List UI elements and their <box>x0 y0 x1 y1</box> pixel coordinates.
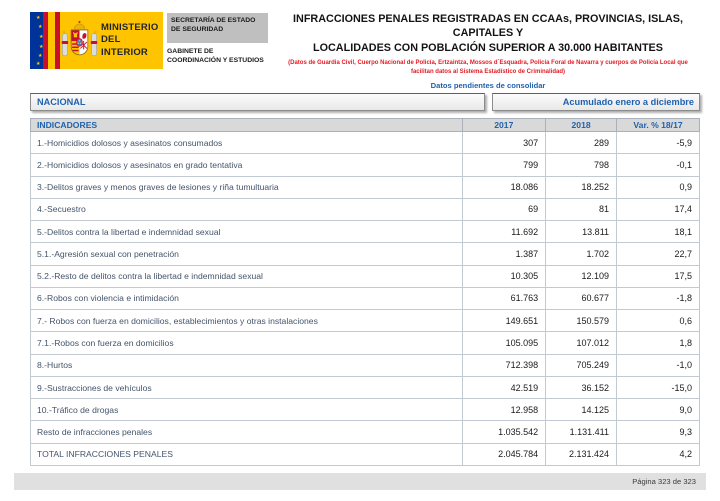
table-row <box>31 443 700 465</box>
table-row <box>31 399 700 421</box>
cell-indicator: 2.-Homicidios dolosos y asesinatos en grado tentativa <box>31 154 463 176</box>
cell-2018: 107.012 <box>546 332 617 354</box>
cell-2017: 69 <box>462 198 546 220</box>
indicators-table <box>30 118 700 466</box>
cell-indicator: 8.-Hurtos <box>31 354 463 376</box>
cell-variation: 9,3 <box>617 421 700 443</box>
table-row <box>31 354 700 376</box>
column-header-indicadores: INDICADORES <box>31 119 463 132</box>
cell-2017: 307 <box>462 132 546 154</box>
cell-variation: 0,6 <box>617 310 700 332</box>
cell-2018: 1.131.411 <box>546 421 617 443</box>
cell-2018: 289 <box>546 132 617 154</box>
cell-2017: 12.958 <box>462 399 546 421</box>
cell-indicator: Resto de infracciones penales <box>31 421 463 443</box>
page-footer <box>14 473 706 490</box>
cabinet-label: GABINETE DE COORDINACIÓN Y ESTUDIOS <box>167 48 264 65</box>
column-header-2017: 2017 <box>462 119 546 132</box>
cell-2018: 1.702 <box>546 243 617 265</box>
cell-2017: 61.763 <box>462 287 546 309</box>
cell-variation: 0,9 <box>617 176 700 198</box>
cell-variation: -1,8 <box>617 287 700 309</box>
cell-2017: 1.387 <box>462 243 546 265</box>
cell-2018: 13.811 <box>546 221 617 243</box>
cell-indicator: 9.-Sustracciones de vehículos <box>31 376 463 398</box>
page-title: INFRACCIONES PENALES REGISTRADAS EN CCAAs, PROVINCIAS, ISLAS, CAPITALES Y LOCALIDADES CON POBLACIÓN SUPERIOR A 30.000 HABITANTES <box>293 13 683 54</box>
table-header-row <box>31 119 700 132</box>
cell-variation: 1,8 <box>617 332 700 354</box>
cell-indicator: 7.- Robos con fuerza en domicilios, establecimientos y otras instalaciones <box>31 310 463 332</box>
cell-variation: 22,7 <box>617 243 700 265</box>
cell-variation: -1,0 <box>617 354 700 376</box>
table-row <box>31 265 700 287</box>
cell-2017: 799 <box>462 154 546 176</box>
cell-variation: 4,2 <box>617 443 700 465</box>
cell-2017: 2.045.784 <box>462 443 546 465</box>
cell-2017: 1.035.542 <box>462 421 546 443</box>
cell-indicator: 4.-Secuestro <box>31 198 463 220</box>
cell-2018: 798 <box>546 154 617 176</box>
cell-indicator: 1.-Homicidios dolosos y asesinatos consumados <box>31 132 463 154</box>
table-body <box>31 132 700 466</box>
table-row <box>31 198 700 220</box>
ministry-name: MINISTERIO DEL INTERIOR <box>101 21 159 58</box>
table-row <box>31 221 700 243</box>
period-bar[interactable]: Acumulado enero a diciembre <box>492 93 700 111</box>
cell-variation: 18,1 <box>617 221 700 243</box>
cell-indicator: 7.1.-Robos con fuerza en domicilios <box>31 332 463 354</box>
eu-flag-band: ★ ★ ★ ★ ★ ★ <box>30 12 43 69</box>
table-row <box>31 132 700 154</box>
ministry-logo <box>30 12 163 69</box>
cell-2017: 18.086 <box>462 176 546 198</box>
cell-variation: 17,5 <box>617 265 700 287</box>
cell-2017: 149.651 <box>462 310 546 332</box>
table-row <box>31 243 700 265</box>
logo-yellow-field <box>60 12 163 69</box>
spain-coat-of-arms-icon <box>61 16 98 66</box>
secretariat-label: SECRETARÍA DE ESTADO DE SEGURIDAD <box>167 13 268 43</box>
table-row <box>31 332 700 354</box>
cell-indicator: 6.-Robos con violencia e intimidación <box>31 287 463 309</box>
cell-2018: 18.252 <box>546 176 617 198</box>
cell-variation: 9,0 <box>617 399 700 421</box>
table-row <box>31 154 700 176</box>
table-row <box>31 376 700 398</box>
cell-2018: 150.579 <box>546 310 617 332</box>
column-header-variation: Var. % 18/17 <box>617 119 700 132</box>
cell-2018: 705.249 <box>546 354 617 376</box>
cell-2017: 10.305 <box>462 265 546 287</box>
title-block <box>270 12 706 90</box>
cell-variation: -5,9 <box>617 132 700 154</box>
cell-indicator: 5.2.-Resto de delitos contra la libertad e indemnidad sexual <box>31 265 463 287</box>
column-header-2018: 2018 <box>546 119 617 132</box>
cell-2018: 60.677 <box>546 287 617 309</box>
table-row <box>31 287 700 309</box>
cell-indicator: 5.1.-Agresión sexual con penetración <box>31 243 463 265</box>
table-row <box>31 310 700 332</box>
scope-bar-nacional[interactable]: NACIONAL <box>30 93 485 111</box>
table-row <box>31 421 700 443</box>
cell-2018: 36.152 <box>546 376 617 398</box>
cell-2018: 14.125 <box>546 399 617 421</box>
cell-indicator: 10.-Tráfico de drogas <box>31 399 463 421</box>
cell-2017: 42.519 <box>462 376 546 398</box>
cell-variation: -0,1 <box>617 154 700 176</box>
cell-variation: 17,4 <box>617 198 700 220</box>
cell-2017: 11.692 <box>462 221 546 243</box>
source-note: (Datos de Guardia Civil, Cuerpo Nacional de Policía, Ertzaintza, Mossos d´Esquadra, Policía Foral de Navarra y cuerpos de Policía Local que facilitan datos al Sistema Estadístico de Criminalidad) <box>288 59 688 75</box>
cell-variation: -15,0 <box>617 376 700 398</box>
cell-indicator: TOTAL INFRACCIONES PENALES <box>31 443 463 465</box>
cell-2017: 105.095 <box>462 332 546 354</box>
table-row <box>31 176 700 198</box>
cell-indicator: 3.-Delitos graves y menos graves de lesiones y riña tumultuaria <box>31 176 463 198</box>
cell-2017: 712.398 <box>462 354 546 376</box>
cell-2018: 2.131.424 <box>546 443 617 465</box>
cell-2018: 81 <box>546 198 617 220</box>
cell-indicator: 5.-Delitos contra la libertad e indemnidad sexual <box>31 221 463 243</box>
status-note: Datos pendientes de consolidar <box>430 80 546 90</box>
page-number-label: Página 323 de 323 <box>632 477 696 486</box>
cell-2018: 12.109 <box>546 265 617 287</box>
flag-stripe <box>48 12 55 69</box>
